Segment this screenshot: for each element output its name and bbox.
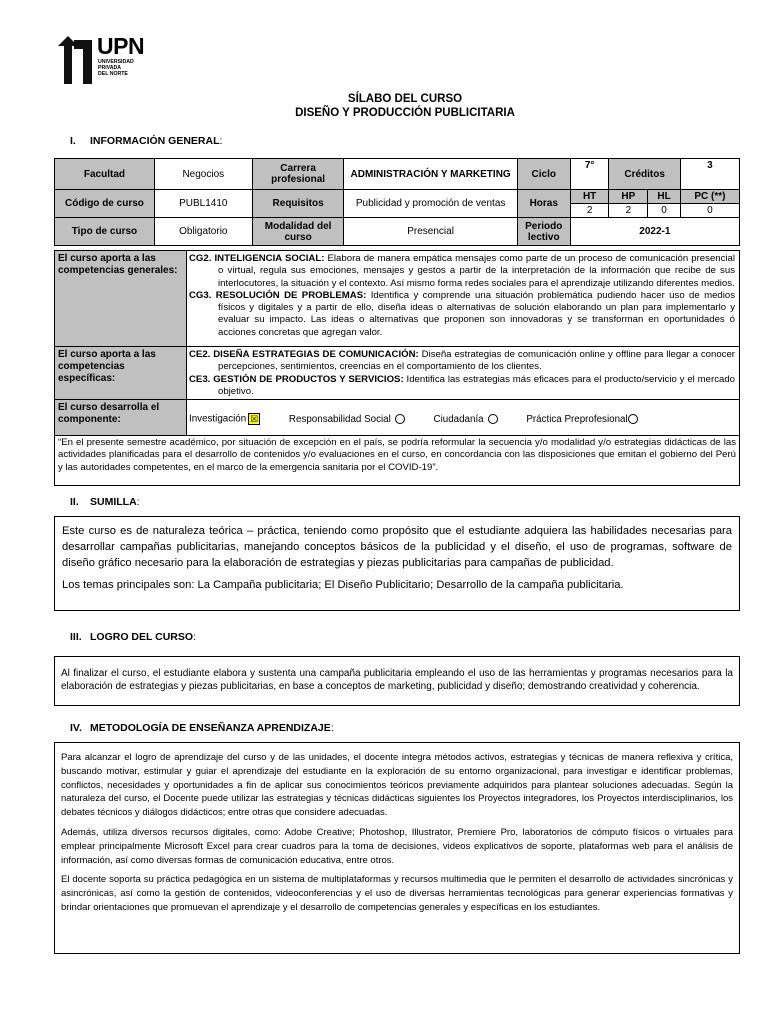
covid-note: “En el presente semestre académico, por situación de excepción en el país, se podría reformular la secuencia y/o modalidad y/o estrategias didácticas de las actividades planificadas para el desarrollo de contenidos y/o evaluaciones en el curso, en concordancia con las disposiciones que emitan el gobierno del Perú y las autoridades competentes, en el marco de la emergencia sanitaria por el COVID-19”.: [58, 437, 736, 473]
modalidad-label: Modalidad del curso: [252, 218, 344, 246]
metodologia-box: [54, 742, 740, 954]
ciclo-label: Ciclo: [517, 159, 570, 190]
section-heading-metodologia: IV. METODOLOGÍA DE ENSEÑANZA APRENDIZAJE:: [70, 722, 334, 734]
tipo-value: Obligatorio: [154, 218, 252, 246]
general-info-table: [54, 158, 740, 246]
codigo-label: Código de curso: [55, 190, 155, 218]
horas-label: Horas: [517, 190, 570, 218]
course-title: DISEÑO Y PRODUCCIÓN PUBLICITARIA: [295, 107, 515, 119]
carrera-value: ADMINISTRACIÓN Y MARKETING: [344, 159, 517, 190]
periodo-label: Periodo lectivo: [517, 218, 570, 246]
sumilla-paragraph-2: Los temas principales son: La Campaña publicitaria; El Diseño Publicitario; Desarrollo de la campaña publicitaria.: [62, 579, 624, 591]
hl-value: 0: [648, 204, 681, 218]
section-heading-logro: III. LOGRO DEL CURSO:: [70, 631, 196, 643]
ciudadania-radio[interactable]: [488, 414, 498, 424]
competencias-especificas: CE2. DISEÑA ESTRATEGIAS DE COMUNICACIÓN: Diseña estrategias de comunicación online y offline para llegar a conocer percepciones, sentimientos, creencias en el comportamiento de los clientes. CE3. GESTIÓN DE PRODUCTOS Y SERVICIOS: Identifica las estrategias más eficaces para el producto/servicio y el mercado objetivo.: [189, 349, 735, 397]
ht-label: HT: [570, 190, 609, 204]
responsabilidad-radio[interactable]: [395, 414, 405, 424]
section-heading-info-general: I. INFORMACIÓN GENERAL:: [70, 135, 223, 147]
creditos-value: 3: [680, 159, 739, 190]
codigo-value: PUBL1410: [154, 190, 252, 218]
sumilla-box: [54, 516, 740, 611]
section-heading-sumilla: II. SUMILLA:: [70, 496, 140, 508]
logo-subtitle: UNIVERSIDAD PRIVADA DEL NORTE: [98, 59, 134, 77]
practica-radio[interactable]: [628, 414, 638, 424]
pc-value: 0: [680, 204, 739, 218]
hl-label: HL: [648, 190, 681, 204]
ciclo-value: 7°: [570, 159, 609, 190]
carrera-label: Carrera profesional: [252, 159, 344, 190]
tipo-label: Tipo de curso: [55, 218, 155, 246]
metodologia-paragraph-1: Para alcanzar el logro de aprendizaje del curso y de las unidades, el docente integra métodos activos, estrategias y técnicas de manera reflexiva y crítica, buscando motivar, estimular y guiar el aprendizaje del estudiante en la exploración de su entorno organizacional, para investigar e identificar problemas, conflictos, necesidades y oportunidades a fin de aplicar sus conocimientos teóricos previamente adquiridos para plantear soluciones adecuadas. Según la naturaleza del curso, el Docente puede utilizar las estrategias y técnicas didácticas siguientes los Proyectos integradores, los Proyectos interdisciplinarios, los debates técnicos y diálogos didácticos; entre otras que considere adecuadas.: [61, 752, 733, 819]
pc-label: PC (**): [680, 190, 739, 204]
facultad-label: Facultad: [55, 159, 155, 190]
metodologia-paragraph-2: Además, utiliza diversos recursos digitales, como: Adobe Creative; Photoshop, Illustrator, Premiere Pro, laboratorios de cómputo físicos o virtuales para emplear principalmente Microsoft Excel para crear cuadros para la toma de decisiones, videos explicativos de soporte, plataformas web para el análisis de información, así como diversas formas de comunicación educativa, entre otros.: [61, 826, 733, 866]
facultad-value: Negocios: [154, 159, 252, 190]
competencias-especificas-label: El curso aporta a las competencias específicas:: [55, 347, 187, 399]
doc-title: SÍLABO DEL CURSO: [347, 93, 463, 105]
competencias-generales: CG2. INTELIGENCIA SOCIAL: Elabora de manera empática mensajes como parte de un proceso de comunicación presencial o virtual, regula sus emociones, mensajes y gestos a partir de la interpretación de la información que recibe de sus interlocutores, la situación y el contexto. Así mismo forma redes sociales para el aprendizaje utilizando diferentes medios. CG3. RESOLUCIÓN DE PROBLEMAS: Identifica y comprende una situación problemática pudiendo hacer uso de medios físicos y digitales y a partir de ello, diseña ideas o alternativas de solución elaborando un plan para implementarlo y evaluar su impacto. Las ideas o alternativas que proponen son innovadoras y se transforman en oportunidades ó acciones concretas que agregan valor.: [189, 253, 736, 338]
ht-value: 2: [570, 204, 609, 218]
hp-value: 2: [609, 204, 648, 218]
hp-label: HP: [609, 190, 648, 204]
sumilla-paragraph-1: Este curso es de naturaleza teórica – práctica, teniendo como propósito que el estudiante adquiera las habilidades necesarias para desarrollar campañas publicitarias, manejando conceptos básicos de la publicidad y el diseño, el uso de programas, software de diseño gráfico necesario para la elaboración de estrategias y piezas publicitarias para campañas de publicidad.: [62, 525, 732, 569]
competencias-generales-label: El curso aporta a las competencias generales:: [55, 251, 187, 346]
requisitos-label: Requisitos: [252, 190, 344, 218]
investigacion-checkbox[interactable]: ☒: [250, 414, 259, 424]
componente-label: El curso desarrolla el componente:: [55, 400, 187, 435]
requisitos-value: Publicidad y promoción de ventas: [344, 190, 517, 218]
componente-options: Investigación ☒ Responsabilidad Social Ciudadanía Práctica Preprofesional: [189, 413, 735, 426]
creditos-label: Créditos: [609, 159, 680, 190]
periodo-value: 2022-1: [570, 218, 739, 246]
metodologia-paragraph-3: El docente soporta su práctica pedagógica en un sistema de multiplataformas y recursos multimedia que le permiten el desarrollo de actividades sincrónicas y asincrónicas, así como la gestión de contenidos, videoconferencias y el uso de diversas herramientas tecnológicas para generar experiencias formativas y brindar orientaciones que promuevan el aprendizaje y el desarrollo de competencias generales y específicas en los estudiantes.: [61, 874, 733, 913]
logro-box: Al finalizar el curso, el estudiante elabora y sustenta una campaña publicitaria empleando el uso de las herramientas y programas necesarios para la elaboración de estrategias y piezas publicitarias, en base a conceptos de marketing, publicidad y diseño; demostrando creatividad y coherencia.: [54, 656, 740, 706]
competencias-box: [54, 250, 740, 486]
modalidad-value: Presencial: [344, 218, 517, 246]
logo-brand: UPN: [97, 33, 145, 59]
